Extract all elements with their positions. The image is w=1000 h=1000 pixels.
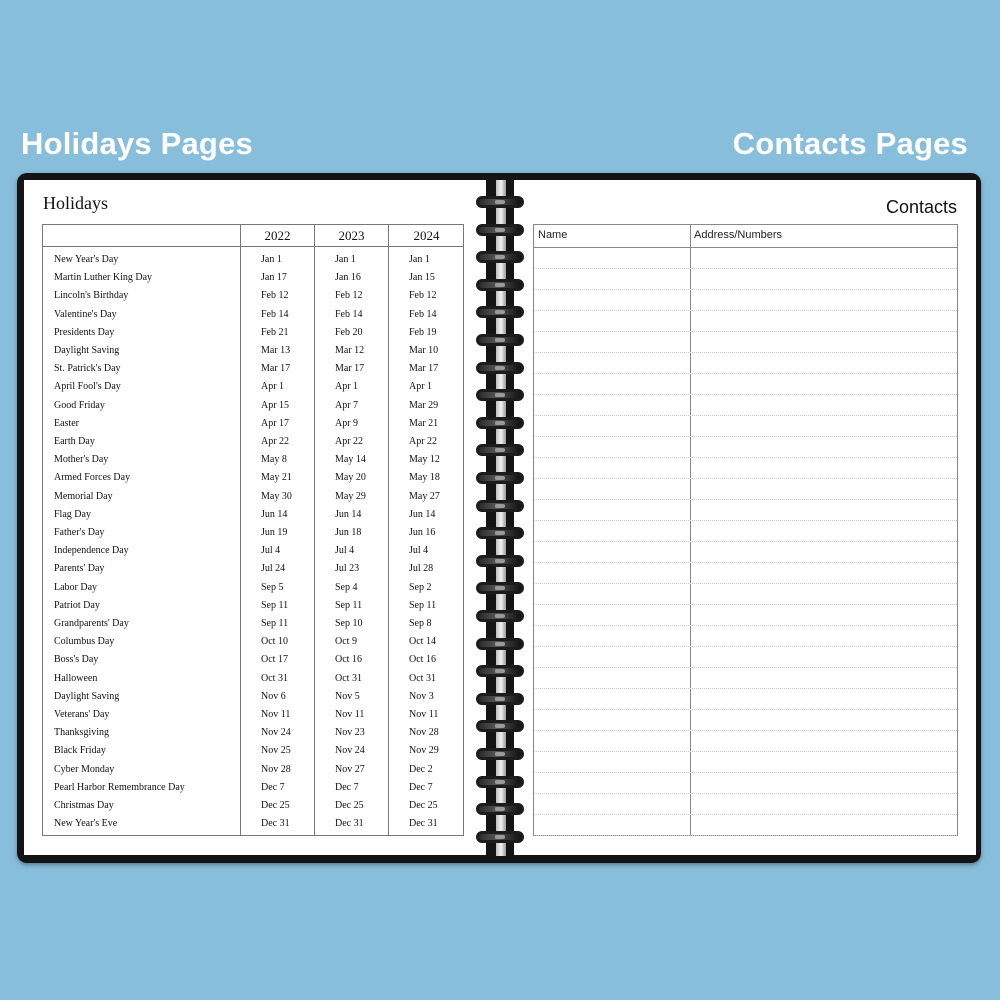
holiday-date-2022: Nov 6	[261, 690, 286, 702]
spiral-coil	[476, 472, 524, 484]
holiday-date-2024: Oct 16	[409, 654, 436, 666]
holiday-date-2023: Mar 17	[335, 363, 365, 375]
holiday-date-2023: Nov 11	[335, 709, 365, 720]
holiday-date-2022: Mar 13	[261, 345, 291, 356]
holiday-name: Earth Day	[54, 436, 95, 447]
holiday-row	[43, 673, 463, 691]
holiday-date-2024: Mar 29	[409, 399, 439, 411]
holiday-row	[43, 818, 463, 836]
holiday-date-2023: Sep 10	[335, 618, 363, 629]
spiral-coil	[476, 748, 524, 760]
holiday-date-2024: Sep 11	[409, 599, 437, 611]
holiday-name: Father's Day	[54, 527, 105, 538]
holiday-name: Columbus Day	[54, 636, 115, 648]
holiday-name: Parents' Day	[54, 563, 105, 575]
ruled-line	[534, 415, 957, 416]
spiral-coil	[476, 417, 524, 429]
holiday-row	[43, 491, 463, 509]
holiday-date-2024: Oct 31	[409, 672, 436, 684]
holiday-date-2024: Apr 1	[409, 381, 433, 393]
spiral-coil	[476, 389, 524, 401]
holiday-row	[43, 691, 463, 709]
holiday-row	[43, 363, 463, 381]
spiral-coil	[476, 665, 524, 677]
holiday-date-2022: Dec 25	[261, 800, 290, 811]
holiday-date-2024: Dec 2	[409, 763, 433, 775]
holiday-name: Daylight Saving	[54, 690, 120, 702]
spiral-coil	[476, 831, 524, 843]
holiday-row	[43, 600, 463, 618]
contacts-pages-caption: Contacts Pages	[732, 126, 968, 161]
spiral-coil	[476, 638, 524, 650]
spiral-coil	[476, 362, 524, 374]
holiday-date-2024: Feb 19	[409, 326, 437, 338]
holiday-date-2024: Mar 10	[409, 345, 439, 356]
holiday-name: Good Friday	[54, 399, 105, 411]
header-divider	[534, 247, 957, 248]
holiday-row	[43, 636, 463, 654]
holiday-date-2023: Nov 5	[335, 690, 360, 702]
holiday-date-2023: Jul 4	[335, 545, 355, 557]
holiday-date-2022: Nov 25	[261, 745, 291, 757]
holiday-name: Thanksgiving	[54, 727, 109, 739]
holiday-name: Boss's Day	[54, 654, 99, 666]
holiday-date-2022: Nov 11	[261, 709, 291, 720]
holiday-date-2024: Mar 21	[409, 417, 439, 429]
holiday-name: Lincoln's Birthday	[54, 290, 129, 302]
holiday-row	[43, 272, 463, 290]
holiday-date-2023: Jan 1	[335, 254, 356, 265]
holiday-name: Armed Forces Day	[54, 472, 131, 484]
year-header-2023: 2023	[338, 228, 365, 243]
holiday-date-2022: Jan 1	[261, 254, 282, 265]
holiday-row	[43, 254, 463, 272]
holiday-date-2024: Jan 1	[409, 254, 430, 265]
holiday-date-2024: Apr 22	[409, 436, 438, 447]
holidays-title: Holidays	[43, 193, 108, 213]
holiday-name: Martin Luther King Day	[54, 272, 153, 284]
ruled-line	[534, 709, 957, 710]
holiday-name: Veterans' Day	[54, 709, 110, 720]
holiday-name: Grandparents' Day	[54, 618, 129, 629]
holiday-date-2024: May 27	[409, 490, 440, 502]
spiral-coil	[476, 693, 524, 705]
holiday-row	[43, 782, 463, 800]
holiday-name: April Fool's Day	[54, 381, 121, 393]
ruled-line	[534, 667, 957, 668]
holiday-date-2022: Mar 17	[261, 363, 291, 375]
holiday-date-2024: May 18	[409, 472, 440, 484]
header-divider	[43, 246, 463, 247]
holiday-date-2022: Apr 17	[261, 417, 290, 429]
holiday-date-2024: Jul 4	[409, 545, 429, 557]
ruled-line	[534, 373, 957, 374]
holiday-row	[43, 563, 463, 581]
holiday-date-2024: Feb 12	[409, 290, 437, 302]
column-divider	[690, 225, 691, 835]
holiday-date-2024: Sep 8	[409, 618, 432, 629]
holiday-date-2023: Dec 7	[335, 781, 359, 793]
holiday-name: New Year's Day	[54, 254, 119, 265]
holiday-date-2023: Apr 9	[335, 417, 359, 429]
holiday-date-2024: Jan 15	[409, 272, 435, 284]
holiday-date-2023: Oct 31	[335, 672, 362, 684]
holiday-date-2022: Nov 28	[261, 763, 291, 775]
name-column-header: Name	[538, 229, 568, 241]
holiday-row	[43, 800, 463, 818]
spiral-coil	[476, 224, 524, 236]
holiday-row	[43, 436, 463, 454]
holiday-date-2024: Nov 28	[409, 727, 439, 739]
holiday-date-2022: Jan 17	[261, 272, 287, 284]
holiday-date-2022: Sep 11	[261, 618, 289, 629]
holiday-name: Halloween	[54, 672, 98, 684]
holiday-date-2024: Nov 3	[409, 690, 434, 702]
holiday-name: St. Patrick's Day	[54, 363, 121, 375]
holiday-date-2023: Sep 4	[335, 581, 358, 593]
holiday-date-2023: Oct 9	[335, 636, 357, 648]
ruled-line	[534, 751, 957, 752]
holiday-date-2023: Apr 22	[335, 436, 364, 447]
holiday-row	[43, 381, 463, 399]
ruled-line	[534, 499, 957, 500]
holiday-date-2024: Mar 17	[409, 363, 439, 375]
holiday-name: Memorial Day	[54, 490, 113, 502]
holiday-name: Easter	[54, 417, 79, 429]
ruled-line	[534, 331, 957, 332]
holiday-name: Labor Day	[54, 581, 98, 593]
holiday-date-2024: Nov 11	[409, 709, 439, 720]
holiday-date-2023: Dec 25	[335, 800, 364, 811]
holiday-date-2023: May 20	[335, 472, 366, 484]
holiday-date-2023: Apr 1	[335, 381, 359, 393]
holiday-date-2023: Jul 23	[335, 563, 360, 575]
holiday-row	[43, 727, 463, 745]
holiday-name: Mother's Day	[54, 454, 109, 466]
holiday-date-2022: Jul 4	[261, 545, 281, 557]
holiday-date-2023: Nov 27	[335, 763, 365, 775]
ruled-line	[534, 289, 957, 290]
holiday-date-2023: Nov 23	[335, 727, 365, 739]
holiday-row	[43, 709, 463, 727]
spiral-coil	[476, 196, 524, 208]
holidays-pages-caption: Holidays Pages	[21, 126, 253, 161]
holiday-name: Daylight Saving	[54, 345, 120, 356]
ruled-line	[534, 772, 957, 773]
holiday-date-2022: Dec 31	[261, 818, 290, 830]
holiday-date-2024: Jul 28	[409, 563, 434, 575]
holiday-name: Christmas Day	[54, 800, 114, 811]
holiday-date-2024: May 12	[409, 454, 440, 466]
holiday-date-2023: Feb 14	[335, 308, 363, 320]
holiday-date-2023: Apr 7	[335, 399, 359, 411]
holiday-date-2022: Nov 24	[261, 727, 291, 739]
holiday-date-2023: May 14	[335, 454, 366, 466]
ruled-line	[534, 730, 957, 731]
address-column-header: Address/Numbers	[694, 229, 783, 241]
holiday-row	[43, 545, 463, 563]
holiday-date-2023: Sep 11	[335, 599, 363, 611]
ruled-line	[534, 646, 957, 647]
holiday-name: Presidents Day	[54, 326, 115, 338]
holiday-date-2022: Jun 14	[261, 508, 288, 520]
holiday-row	[43, 400, 463, 418]
ruled-line	[534, 352, 957, 353]
holiday-date-2022: Sep 5	[261, 581, 284, 593]
holiday-name: Independence Day	[54, 545, 129, 557]
contacts-title: Contacts	[885, 197, 957, 217]
holiday-row	[43, 745, 463, 763]
year-header-2024: 2024	[413, 228, 440, 243]
year-header-2022: 2022	[264, 228, 291, 243]
holiday-date-2022: Oct 31	[261, 672, 288, 684]
spiral-coil	[476, 720, 524, 732]
ruled-line	[534, 835, 957, 836]
holiday-date-2022: Apr 22	[261, 436, 290, 447]
holiday-date-2022: May 21	[261, 472, 292, 484]
ruled-line	[534, 604, 957, 605]
ruled-line	[534, 310, 957, 311]
holiday-date-2023: Jun 18	[335, 527, 362, 538]
ruled-line	[534, 478, 957, 479]
spiral-coil	[476, 251, 524, 263]
holiday-date-2022: Jun 19	[261, 527, 288, 538]
holiday-date-2024: Dec 25	[409, 800, 438, 811]
spiral-coil	[476, 776, 524, 788]
holiday-date-2022: May 8	[261, 454, 287, 466]
holiday-row	[43, 654, 463, 672]
holiday-date-2024: Dec 7	[409, 781, 433, 793]
holiday-date-2023: Dec 31	[335, 818, 364, 830]
holiday-row	[43, 290, 463, 308]
ruled-line	[534, 562, 957, 563]
holiday-row	[43, 509, 463, 527]
holiday-date-2022: Jul 24	[261, 563, 286, 575]
holidays-table	[42, 224, 464, 836]
holiday-name: Pearl Harbor Remembrance Day	[54, 781, 185, 793]
holiday-date-2023: Nov 24	[335, 745, 365, 757]
holiday-name: Patriot Day	[54, 599, 100, 611]
holiday-date-2023: Feb 20	[335, 326, 363, 338]
holiday-row	[43, 618, 463, 636]
holiday-date-2022: Feb 21	[261, 326, 289, 338]
holiday-name: Black Friday	[54, 745, 106, 757]
holiday-row	[43, 764, 463, 782]
contacts-table	[533, 224, 958, 836]
spiral-coil	[476, 803, 524, 815]
holiday-date-2022: Apr 15	[261, 399, 290, 411]
ruled-line	[534, 394, 957, 395]
holiday-row	[43, 454, 463, 472]
holiday-row	[43, 582, 463, 600]
holiday-date-2024: Dec 31	[409, 818, 438, 830]
holiday-date-2024: Jun 16	[409, 527, 436, 538]
holiday-name: Valentine's Day	[54, 308, 117, 320]
spiral-coil	[476, 582, 524, 594]
holiday-row	[43, 345, 463, 363]
holiday-row	[43, 309, 463, 327]
holiday-name: Flag Day	[54, 508, 91, 520]
holiday-name: Cyber Monday	[54, 763, 115, 775]
holiday-date-2022: May 30	[261, 490, 292, 502]
ruled-line	[534, 814, 957, 815]
holiday-row	[43, 527, 463, 545]
holiday-row	[43, 472, 463, 490]
ruled-line	[534, 268, 957, 269]
ruled-line	[534, 625, 957, 626]
spiral-coil	[476, 279, 524, 291]
holiday-date-2023: May 29	[335, 490, 366, 502]
holiday-date-2023: Mar 12	[335, 345, 365, 356]
holiday-date-2023: Jun 14	[335, 508, 362, 520]
spiral-coil	[476, 610, 524, 622]
spiral-coil	[476, 527, 524, 539]
holiday-date-2023: Feb 12	[335, 290, 363, 302]
ruled-line	[534, 688, 957, 689]
spiral-coil	[476, 306, 524, 318]
ruled-line	[534, 520, 957, 521]
holiday-name: New Year's Eve	[54, 818, 118, 830]
holiday-date-2023: Oct 16	[335, 654, 362, 666]
ruled-line	[534, 457, 957, 458]
holiday-date-2024: Oct 14	[409, 636, 436, 648]
holiday-date-2024: Sep 2	[409, 581, 432, 593]
ruled-line	[534, 583, 957, 584]
spiral-coil	[476, 555, 524, 567]
holiday-date-2022: Feb 14	[261, 308, 289, 320]
holiday-date-2022: Oct 17	[261, 654, 288, 666]
holiday-date-2022: Oct 10	[261, 636, 288, 648]
holiday-date-2024: Nov 29	[409, 745, 439, 757]
holiday-row	[43, 418, 463, 436]
holiday-date-2022: Feb 12	[261, 290, 289, 302]
holiday-date-2022: Apr 1	[261, 381, 285, 393]
spiral-coil	[476, 444, 524, 456]
holiday-date-2022: Dec 7	[261, 781, 285, 793]
ruled-line	[534, 436, 957, 437]
holiday-date-2023: Jan 16	[335, 272, 361, 284]
holiday-date-2024: Jun 14	[409, 508, 436, 520]
holiday-date-2024: Feb 14	[409, 308, 437, 320]
holiday-date-2022: Sep 11	[261, 599, 289, 611]
ruled-line	[534, 541, 957, 542]
ruled-line	[534, 793, 957, 794]
spiral-coil	[476, 500, 524, 512]
spiral-coil	[476, 334, 524, 346]
holiday-row	[43, 327, 463, 345]
